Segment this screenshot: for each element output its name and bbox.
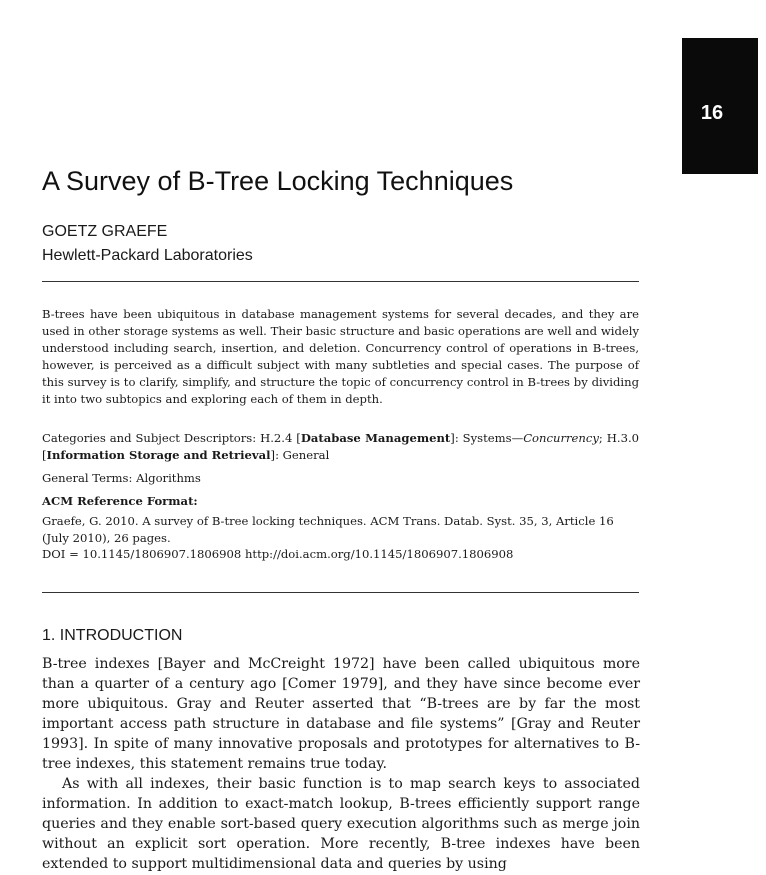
- author-affiliation: Hewlett-Packard Laboratories: [42, 247, 253, 264]
- introduction-paragraph-1: B-tree indexes [Bayer and McCreight 1972] have been called ubiquitous more than a quarter of a century ago [Comer 1979], and they have since become ever more ubiquitous. Gray and Reuter asserted that “B-trees are by far the most important access path structure in database and file systems” [Gray and Reuter 1993]. In spite of many innovative proposals and prototypes for alternatives to B-tree indexes, this statement remains true today.: [42, 656, 640, 772]
- acm-reference: Graefe, G. 2010. A survey of B-tree locking techniques. ACM Trans. Datab. Syst. 35, 3, Article 16 (July 2010), 26 pages.: [42, 514, 614, 545]
- abstract: B-trees have been ubiquitous in database management systems for several decades, and they are used in other storage systems as well. Their basic structure and basic operations are well and widely understood including search, insertion, and deletion. Concurrency control of operations in B-trees, however, is perceived as a difficult subject with many subtleties and special cases. The purpose of this survey is to clarify, simplify, and structure the topic of concurrency control in B-trees by dividing it into two subtopics and exploring each of them in depth.: [42, 307, 639, 406]
- general-terms: General Terms: Algorithms: [42, 471, 201, 485]
- bottom-divider: [42, 592, 639, 593]
- category-2-name: Information Storage and Retrieval: [46, 448, 271, 462]
- chapter-tab: [682, 38, 758, 174]
- section-heading-introduction: 1. INTRODUCTION: [42, 627, 183, 644]
- categories-descriptors: [42, 430, 639, 464]
- categories-prefix: Categories and Subject Descriptors: H.2.4 [: [42, 431, 301, 445]
- doi-line: DOI = 10.1145/1806907.1806908 http://doi.acm.org/10.1145/1806907.1806908: [42, 547, 514, 561]
- introduction-body: [42, 654, 640, 874]
- introduction-paragraph-2: As with all indexes, their basic function is to map search keys to associated information. In addition to exact-match lookup, B-trees efficiently support range queries and they enable sort-based query execution algorithms such as merge join without an explicit sort operation. More recently, B-tree indexes have been extended to support multidimensional data and queries by using: [42, 776, 640, 872]
- chapter-number: 16: [700, 102, 724, 124]
- categories-separator: ; H.3.0 [: [42, 431, 640, 462]
- category-1-suffix: ]: Systems—: [450, 431, 524, 445]
- author-name: GOETZ GRAEFE: [42, 223, 168, 240]
- top-divider: [42, 281, 639, 282]
- paper-title: A Survey of B-Tree Locking Techniques: [42, 166, 514, 196]
- category-2-suffix: ]: General: [270, 448, 330, 462]
- category-1-name: Database Management: [300, 431, 451, 445]
- category-1-subject: Concurrency: [523, 431, 599, 445]
- acm-format-label: ACM Reference Format:: [42, 494, 198, 508]
